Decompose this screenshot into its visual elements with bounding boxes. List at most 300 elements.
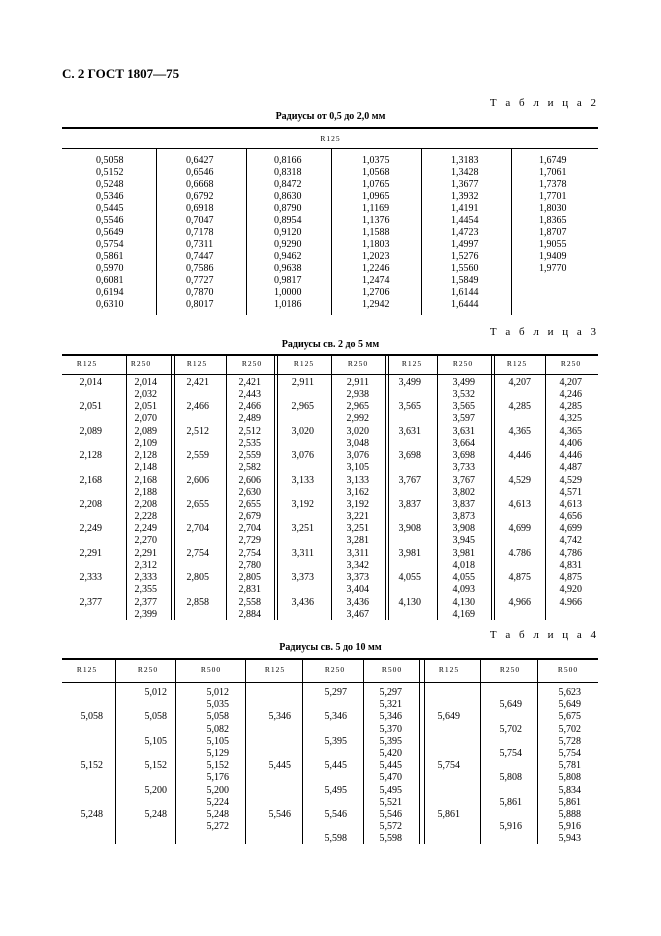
table3-r250-cell: 3,311	[346, 547, 369, 559]
table3-divider	[545, 355, 546, 620]
table4-cell: 5,200	[206, 784, 229, 796]
table2-divider	[331, 149, 332, 315]
table3-r250-cell: 4,325	[559, 413, 582, 425]
table3-r250-cell: 2,965	[346, 401, 369, 413]
table3-r250-cell: 3,105	[346, 462, 369, 474]
table3-r125-cell: 2,333	[79, 572, 102, 584]
page-header: С. 2 ГОСТ 1807—75	[62, 66, 180, 81]
table2-cell: 0,7727	[186, 275, 214, 286]
table2-cell: 0,8318	[274, 167, 302, 178]
table2-cell: 1,6444	[451, 299, 479, 310]
table3-r250-cell: 3,251	[346, 523, 369, 535]
table3-r125-cell: 3,192	[291, 499, 314, 510]
table4-cell: 5,728	[558, 735, 581, 747]
table4-cell: 5,495	[379, 784, 402, 796]
table2-cell: 0,7047	[186, 215, 214, 226]
table4-header: R500	[557, 665, 579, 674]
table3-r250-cell: 2,512	[238, 425, 261, 437]
table4-cell: 5,546	[324, 809, 347, 820]
table4-cell: 5,861	[437, 809, 460, 820]
table3-r250-cell: 2,443	[238, 389, 261, 400]
table3-r125-cell: 2,704	[186, 523, 209, 535]
table3-r125-cell: 4.786	[508, 547, 531, 559]
table4-cell: 5,808	[558, 772, 581, 784]
table2-cell: 0,9638	[274, 263, 302, 274]
table4-divider	[537, 659, 538, 844]
table3-r125-cell: 3,373	[291, 572, 314, 584]
table2-cell: 1,7061	[539, 167, 567, 178]
table3-r250-cell: 4,130	[452, 596, 475, 608]
table2-cell: 1,1169	[362, 203, 390, 214]
table3-r250-cell: 2,630	[238, 486, 261, 498]
table3-r125-cell: 3,767	[398, 474, 421, 486]
table3-r250-cell: 2,466	[238, 401, 261, 413]
table4-cell: 5,861	[499, 796, 522, 808]
table4-label: Т а б л и ц а 4	[489, 629, 599, 641]
table3-divider	[126, 355, 127, 620]
table2-cell: 0,6427	[186, 155, 214, 166]
table2-cell: 1,8707	[539, 227, 567, 238]
table4-cell: 5,248	[80, 809, 103, 820]
table3-r250-cell: 2,128	[134, 450, 157, 462]
table4-cell: 5,297	[324, 687, 347, 698]
table3-r250-cell: 3,467	[346, 608, 369, 620]
table2-cell: 1,2474	[362, 275, 390, 286]
table3-r250-cell: 3,981	[452, 547, 475, 559]
table4-cell: 5,420	[379, 748, 402, 759]
table3-header: R125	[401, 359, 423, 368]
table2-cell: 1,0000	[274, 287, 302, 298]
table2-cell: 0,8017	[186, 299, 214, 310]
table3-r125-cell: 2,858	[186, 596, 209, 608]
table3-r250-cell: 2,148	[134, 462, 157, 474]
table3-r250-cell: 4,207	[559, 377, 582, 388]
table3-divider	[226, 355, 227, 620]
table4-cell: 5,623	[558, 687, 581, 698]
table2-divider	[511, 149, 512, 315]
table4-divider	[115, 659, 116, 844]
table4-header: R250	[324, 665, 346, 674]
table2-cell: 0,7178	[186, 227, 214, 238]
table2-divider	[156, 149, 157, 315]
table3-r125-cell: 3,908	[398, 523, 421, 535]
table2-cell: 1,1376	[362, 215, 390, 226]
table4-cell: 5,058	[80, 711, 103, 723]
table4-cell: 5,346	[268, 711, 291, 723]
table2-cell: 1,9409	[539, 251, 567, 262]
table4-header: R500	[381, 665, 403, 674]
table3-group-divider	[491, 355, 495, 620]
table4-cell: 5,781	[558, 760, 581, 772]
table3-r250-cell: 2,014	[134, 377, 157, 388]
table3-header: R250	[347, 359, 369, 368]
table3-r125-cell: 3,499	[398, 377, 421, 388]
table3-r250-cell: 3,698	[452, 450, 475, 462]
table2-cell: 1,7701	[539, 191, 567, 202]
table2-series-header: R125	[320, 134, 341, 143]
table4-header: R125	[264, 665, 286, 674]
table2-cell: 0,5152	[96, 167, 124, 178]
table2-cell: 0,6792	[186, 191, 214, 202]
table2-cell: 1,3183	[451, 155, 479, 166]
table4-cell: 5,675	[558, 711, 581, 723]
table2-cell: 0,8954	[274, 215, 302, 226]
table3-header: R125	[186, 359, 208, 368]
table2-cell: 1,1803	[362, 239, 390, 250]
table3-title: Радиусы св. 2 до 5 мм	[281, 339, 380, 350]
table4-cell: 5,297	[379, 687, 402, 698]
table3-r250-cell: 4,093	[452, 584, 475, 596]
table3-r125-cell: 4,365	[508, 425, 531, 437]
table3-r125-cell: 3,133	[291, 474, 314, 486]
table2-cell: 0,7870	[186, 287, 214, 298]
table4-cell: 5,248	[206, 809, 229, 820]
table3-r125-cell: 4,285	[508, 401, 531, 413]
table3-r250-cell: 4,699	[559, 523, 582, 535]
table3-r250-cell: 3,837	[452, 499, 475, 510]
table4-top-rule	[62, 658, 598, 660]
table4-cell: 5,546	[379, 809, 402, 820]
table3-r250-cell: 4,571	[559, 486, 582, 498]
table3-header: R125	[76, 359, 98, 368]
table3-r125-cell: 2,291	[79, 547, 102, 559]
table3-r250-cell: 3,565	[452, 401, 475, 413]
table3-r250-cell: 2,312	[134, 559, 157, 571]
table3-r250-cell: 2,051	[134, 401, 157, 413]
table3-r250-cell: 4,446	[559, 450, 582, 462]
table4-cell: 5,152	[80, 760, 103, 772]
table3-r125-cell: 2,911	[291, 377, 314, 388]
table3-r250-cell: 4,246	[559, 389, 582, 400]
table3-group-divider	[171, 355, 175, 620]
table3-r125-cell: 3,436	[291, 596, 314, 608]
table3-r250-cell: 3,192	[346, 499, 369, 510]
table3-r250-cell: 2,355	[134, 584, 157, 596]
table2-cell: 0,6668	[186, 179, 214, 190]
table2-cell: 0,6194	[96, 287, 124, 298]
table4-cell: 5,395	[379, 735, 402, 747]
table4-header: R125	[438, 665, 460, 674]
table2-cell: 1,4723	[451, 227, 479, 238]
table3-r125-cell: 4,613	[508, 499, 531, 510]
table4-cell: 5,702	[558, 723, 581, 735]
table2-cell: 1,5849	[451, 275, 479, 286]
table2-cell: 0,5649	[96, 227, 124, 238]
table4-cell: 5,916	[499, 821, 522, 833]
table4-header-rule	[62, 682, 598, 683]
table3-r250-cell: 3,076	[346, 450, 369, 462]
table2-cell: 1,3932	[451, 191, 479, 202]
table3-divider	[437, 355, 438, 620]
table3-r250-cell: 3,221	[346, 511, 369, 522]
table4-cell: 5,395	[324, 735, 347, 747]
table3-r250-cell: 3,020	[346, 425, 369, 437]
table2-cell: 0,8472	[274, 179, 302, 190]
table4-cell: 5,754	[499, 748, 522, 759]
table2-cell: 0,9462	[274, 251, 302, 262]
table3-r125-cell: 3,698	[398, 450, 421, 462]
table2-cell: 0,6546	[186, 167, 214, 178]
table3-r250-cell: 3,733	[452, 462, 475, 474]
table3-r250-cell: 2,377	[134, 596, 157, 608]
table2-cell: 1,9055	[539, 239, 567, 250]
table4-cell: 5,082	[206, 723, 229, 735]
table3-r250-cell: 3,908	[452, 523, 475, 535]
table4-cell: 5,470	[379, 772, 402, 784]
table3-r250-cell: 2,535	[238, 437, 261, 449]
table2-cell: 1,0965	[362, 191, 390, 202]
table2-label: Т а б л и ц а 2	[489, 97, 599, 109]
table4-cell: 5,248	[144, 809, 167, 820]
table4-title: Радиусы св. 5 до 10 мм	[279, 642, 382, 653]
table4-group-divider	[419, 659, 420, 844]
table4-cell: 5,224	[206, 796, 229, 808]
table3-r125-cell: 4,966	[508, 596, 531, 608]
table3-r250-cell: 2,208	[134, 499, 157, 510]
table3-r125-cell: 4,699	[508, 523, 531, 535]
table3-header: R250	[560, 359, 582, 368]
table3-header-rule	[62, 374, 598, 375]
table4-cell: 5,649	[499, 699, 522, 711]
table2-cell: 0,5754	[96, 239, 124, 250]
table2-cell: 1,4997	[451, 239, 479, 250]
table4-cell: 5,058	[144, 711, 167, 723]
table3-r250-cell: 2,582	[238, 462, 261, 474]
table4-cell: 5,702	[499, 723, 522, 735]
table3-r250-cell: 3,597	[452, 413, 475, 425]
table2-cell: 1,5560	[451, 263, 479, 274]
table2-cell: 1,4454	[451, 215, 479, 226]
table3-r250-cell: 3,802	[452, 486, 475, 498]
table2-cell: 0,5970	[96, 263, 124, 274]
table3-r125-cell: 2,421	[186, 377, 209, 388]
table4-cell: 5,058	[206, 711, 229, 723]
table2-cell: 0,6918	[186, 203, 214, 214]
table3-r250-cell: 2,333	[134, 572, 157, 584]
table3-r250-cell: 2,780	[238, 559, 261, 571]
table4-cell: 5,152	[144, 760, 167, 772]
table3-r125-cell: 4,130	[398, 596, 421, 608]
table4-cell: 5,834	[558, 784, 581, 796]
table3-r250-cell: 2,070	[134, 413, 157, 425]
table3-r125-cell: 2,512	[186, 425, 209, 437]
table3-r250-cell: 4,406	[559, 437, 582, 449]
table3-r250-cell: 2,704	[238, 523, 261, 535]
table4-cell: 5,495	[324, 784, 347, 796]
table3-r250-cell: 3,664	[452, 437, 475, 449]
table3-r250-cell: 3,767	[452, 474, 475, 486]
table3-r250-cell: 2,421	[238, 377, 261, 388]
table2-cell: 1,5276	[451, 251, 479, 262]
table4-cell: 5,105	[144, 735, 167, 747]
table2-cell: 1,3677	[451, 179, 479, 190]
table4-cell: 5,649	[437, 711, 460, 723]
table4-cell: 5,943	[558, 833, 581, 845]
table3-r125-cell: 2,249	[79, 523, 102, 535]
table2-cell: 0,5445	[96, 203, 124, 214]
table3-r250-cell: 2,992	[346, 413, 369, 425]
table3-r250-cell: 3,873	[452, 511, 475, 522]
table2-cell: 0,5861	[96, 251, 124, 262]
table3-r250-cell: 3,133	[346, 474, 369, 486]
table3-r250-cell: 3,048	[346, 437, 369, 449]
table4-divider	[363, 659, 364, 844]
table3-r250-cell: 2,679	[238, 511, 261, 522]
table2-cell: 0,5058	[96, 155, 124, 166]
table3-r250-cell: 2,188	[134, 486, 157, 498]
table2-title: Радиусы от 0,5 до 2,0 мм	[275, 111, 386, 122]
table3-r125-cell: 3,020	[291, 425, 314, 437]
table3-r250-cell: 2,911	[346, 377, 369, 388]
table3-r125-cell: 2,754	[186, 547, 209, 559]
table3-r250-cell: 2,089	[134, 425, 157, 437]
table2-cell: 1,2942	[362, 299, 390, 310]
table4-cell: 5,861	[558, 796, 581, 808]
table3-r125-cell: 4,207	[508, 377, 531, 388]
table3-r125-cell: 2,014	[79, 377, 102, 388]
table3-r250-cell: 2,884	[238, 608, 261, 620]
table4-divider	[480, 659, 481, 844]
table3-r250-cell: 4,656	[559, 511, 582, 522]
table3-r250-cell: 2,399	[134, 608, 157, 620]
table2-divider	[246, 149, 247, 315]
table3-r250-cell: 2,489	[238, 413, 261, 425]
table3-r250-cell: 2,805	[238, 572, 261, 584]
table3-r250-cell: 4,529	[559, 474, 582, 486]
table2-cell: 0,9120	[274, 227, 302, 238]
table2-cell: 0,9817	[274, 275, 302, 286]
table2-cell: 1,2246	[362, 263, 390, 274]
table3-r250-cell: 2,558	[238, 596, 261, 608]
table3-r250-cell: 2,228	[134, 511, 157, 522]
table3-r250-cell: 3,281	[346, 535, 369, 547]
table2-cell: 0,6081	[96, 275, 124, 286]
table3-r125-cell: 4,055	[398, 572, 421, 584]
table3-r250-cell: 4,285	[559, 401, 582, 413]
table3-r125-cell: 2,965	[291, 401, 314, 413]
table2-header-rule	[62, 148, 598, 149]
table3-r250-cell: 4,875	[559, 572, 582, 584]
table3-r125-cell: 2,051	[79, 401, 102, 413]
table4-cell: 5,012	[206, 687, 229, 698]
table4-cell: 5,598	[324, 833, 347, 845]
table3-r250-cell: 3,342	[346, 559, 369, 571]
table2-cell: 0,7447	[186, 251, 214, 262]
table4-divider	[175, 659, 176, 844]
table3-r250-cell: 2,168	[134, 474, 157, 486]
table3-r125-cell: 4,446	[508, 450, 531, 462]
table3-r250-cell: 3,436	[346, 596, 369, 608]
table3-r250-cell: 4,365	[559, 425, 582, 437]
table3-r250-cell: 4,742	[559, 535, 582, 547]
table4-cell: 5,445	[268, 760, 291, 772]
table3-header: R250	[241, 359, 263, 368]
table2-cell: 0,5248	[96, 179, 124, 190]
table3-r250-cell: 3,162	[346, 486, 369, 498]
table2-cell: 1,8030	[539, 203, 567, 214]
table4-cell: 5,649	[558, 699, 581, 711]
table3-r250-cell: 2,559	[238, 450, 261, 462]
table4-cell: 5,445	[324, 760, 347, 772]
table4-cell: 5,370	[379, 723, 402, 735]
table3-header: R250	[452, 359, 474, 368]
table2-cell: 1,4191	[451, 203, 479, 214]
table3-r250-cell: 3,373	[346, 572, 369, 584]
table4-header: R250	[499, 665, 521, 674]
table3-r250-cell: 2,729	[238, 535, 261, 547]
table2-cell: 0,6310	[96, 299, 124, 310]
table4-cell: 5,572	[379, 821, 402, 833]
table3-r250-cell: 3,945	[452, 535, 475, 547]
table2-top-rule	[62, 127, 598, 129]
table4-cell: 5,546	[268, 809, 291, 820]
table2-cell: 1,1588	[362, 227, 390, 238]
table3-r125-cell: 2,208	[79, 499, 102, 510]
table4-cell: 5,321	[379, 699, 402, 711]
table3-r250-cell: 2,032	[134, 389, 157, 400]
table4-cell: 5,346	[379, 711, 402, 723]
table3-r125-cell: 2,089	[79, 425, 102, 437]
table3-label: Т а б л и ц а 3	[489, 326, 599, 338]
table2-cell: 1,2706	[362, 287, 390, 298]
table2-cell: 1,6144	[451, 287, 479, 298]
table3-r125-cell: 2,559	[186, 450, 209, 462]
table2-cell: 0,5546	[96, 215, 124, 226]
table4-cell: 5,346	[324, 711, 347, 723]
table3-r125-cell: 3,251	[291, 523, 314, 535]
table3-header: R250	[130, 359, 152, 368]
table3-r125-cell: 2,805	[186, 572, 209, 584]
table3-r250-cell: 4,831	[559, 559, 582, 571]
table2-cell: 1,0765	[362, 179, 390, 190]
table3-r125-cell: 3,981	[398, 547, 421, 559]
table3-r125-cell: 3,565	[398, 401, 421, 413]
table3-r125-cell: 2,466	[186, 401, 209, 413]
table2-cell: 1,0568	[362, 167, 390, 178]
table3-r250-cell: 4,613	[559, 499, 582, 510]
table3-group-divider	[274, 355, 278, 620]
table2-cell: 0,8166	[274, 155, 302, 166]
table3-r250-cell: 2,938	[346, 389, 369, 400]
table3-group-divider	[385, 355, 389, 620]
table3-r125-cell: 2,655	[186, 499, 209, 510]
table3-r125-cell: 3,076	[291, 450, 314, 462]
table3-r250-cell: 2,655	[238, 499, 261, 510]
table3-r125-cell: 2,128	[79, 450, 102, 462]
table2-divider	[421, 149, 422, 315]
table3-r250-cell: 2,109	[134, 437, 157, 449]
table3-r250-cell: 2,249	[134, 523, 157, 535]
table2-cell: 0,9290	[274, 239, 302, 250]
table3-top-rule	[62, 354, 598, 356]
table2-cell: 1,6749	[539, 155, 567, 166]
table2-cell: 1,7378	[539, 179, 567, 190]
table3-r125-cell: 3,311	[291, 547, 314, 559]
table3-r125-cell: 2,606	[186, 474, 209, 486]
table2-cell: 1,8365	[539, 215, 567, 226]
table3-r125-cell: 2,377	[79, 596, 102, 608]
table2-cell: 0,5346	[96, 191, 124, 202]
table3-r250-cell: 2,831	[238, 584, 261, 596]
table4-divider	[245, 659, 246, 844]
table4-cell: 5,272	[206, 821, 229, 833]
table4-cell: 5,445	[379, 760, 402, 772]
table3-r250-cell: 4,018	[452, 559, 475, 571]
table4-cell: 5,129	[206, 748, 229, 759]
table4-header: R125	[76, 665, 98, 674]
table4-cell: 5,808	[499, 772, 522, 784]
table2-cell: 1,9770	[539, 263, 567, 274]
